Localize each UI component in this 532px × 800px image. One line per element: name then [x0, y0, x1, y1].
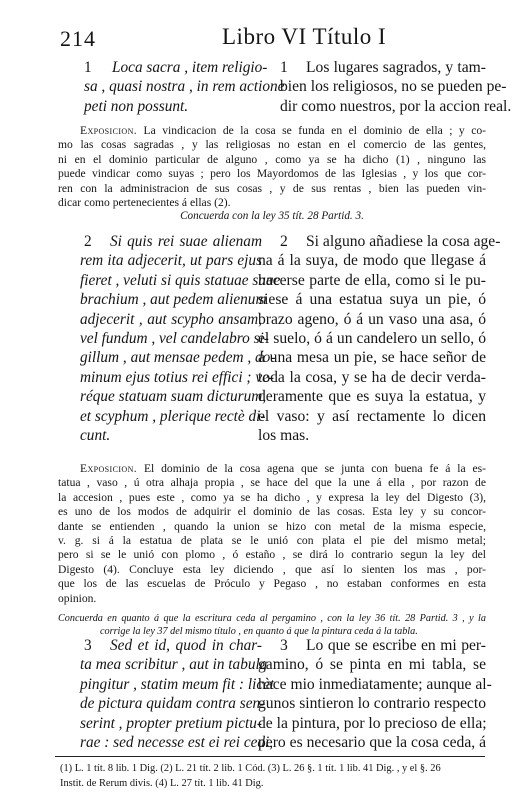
text-line: opinion.: [58, 591, 97, 605]
text-line: siese á una estatua suya un pie, ó: [258, 291, 486, 309]
footnote-line: (1) L. 1 tít. 8 lib. 1 Dig. (2) L. 21 tít. 2 lib. 1 Cód. (3) L. 26 §. 1 tít. 1 lib. 41 Dig. , y el §. 26: [60, 763, 441, 774]
text-line: brazo ageno, ó á un vaso una asa, ó: [258, 310, 486, 328]
text-line: pero es necesario que la cosa ceda, á: [258, 733, 486, 751]
section-number: 1: [84, 59, 92, 76]
text-line: brachium , aut pedem alienum: [80, 291, 267, 309]
text-line: Concuerda en quanto á que la escritura ceda al pergamino , con la ley 36 tít. 28 Partid. 3 , y la: [58, 613, 486, 624]
text-line: fieret , veluti si quis statuae suae: [80, 271, 281, 289]
text-line: réque statuam suam dicturum,: [80, 388, 267, 406]
section-number: 3: [84, 637, 92, 654]
text-line: mo las cosas sagradas , y las religiosas no estan en el comercio de las gentes,: [58, 138, 486, 152]
exposition-1: [58, 124, 486, 210]
section-number: 3: [280, 637, 288, 654]
page-title: Libro VI Título I: [222, 24, 387, 49]
text-line: peti non possunt.: [84, 97, 189, 115]
section-number: 2: [84, 233, 92, 250]
text-line: 3 Lo que se escribe en mi per-: [280, 637, 486, 654]
text-line: corrige la ley 37 del mismo título , en quanto á que la pintura ceda á la tabla.: [100, 626, 418, 637]
text-line: 2 Si alguno añadiese la cosa age-: [280, 233, 501, 250]
text-line: 3 Sed et id, quod in char-: [84, 637, 262, 654]
footnote-divider: [55, 756, 485, 757]
text-line: la accesion , pues este , como ya se ha dicho , y expresa la ley del Digesto (3),: [58, 490, 486, 504]
text-line: ta mea scribitur , aut in tabula: [80, 656, 268, 674]
footnote-line: Instit. de Rerum divis. (4) L. 27 tít. 1 lib. 41 Dig.: [60, 777, 264, 789]
text-line: 1 Los lugares sagrados, y tam-: [280, 59, 486, 76]
text-line: toda la cosa, y se ha de decir verda-: [258, 368, 486, 386]
text-line: el vaso: y así rectamente lo dicen: [258, 407, 486, 425]
text-line: Exposicion. La vindicacion de la cosa se funda en el dominio de ella ; y co-: [80, 124, 486, 137]
text-line: que los de las escuelas de Próculo y Pegaso , no estaban conformes en esta: [58, 577, 486, 591]
exposition-label: Exposicion.: [80, 124, 138, 137]
text-line: el suelo, ó á un candelero un sello, ó: [258, 329, 486, 347]
concordance-note-2: [58, 612, 486, 638]
text-line: dante se entienden , quando la union se hizo con metal de la misma especie,: [58, 519, 486, 533]
text-line: hace mio inmediatamente; aunque al-: [258, 675, 492, 693]
text-line: de pictura quidam contra sen-: [80, 695, 266, 713]
exposition-2: [58, 462, 486, 606]
text-line: bien los religiosos, no se pueden pe-: [280, 78, 507, 96]
text-line: serint , propter pretium pictu-: [80, 714, 262, 732]
text-line: pingitur , statim meum fit : licèt: [80, 675, 275, 693]
page-number: 214: [60, 26, 96, 51]
section-3-latin: [80, 636, 275, 752]
text-line: ren con la administracion de sus cosas , y de sus rentas , bien las pueden vin-: [58, 181, 486, 195]
text-line: hacerse parte de ella, como si le pu-: [258, 271, 486, 289]
text-line: Digesto (4). Concluye esta ley diciendo , que así lo sienten los mas , por-: [58, 562, 486, 576]
section-2-latin: [80, 232, 281, 445]
text-line: vel fundum , vel candelabro si-: [80, 329, 269, 347]
section-number: 2: [280, 233, 288, 250]
text-line: gamino, ó se pinta en mi tabla, se: [258, 656, 486, 674]
text-line: gunos sintieron lo contrario respecto: [258, 695, 486, 713]
text-line: 2 Si quis rei suae alienam: [84, 233, 262, 250]
text-line: 1 Loca sacra , item religio-: [84, 59, 268, 76]
text-line: es uno de los modos de adquirir el dominio de las cosas. Esta ley y su concor-: [58, 505, 486, 519]
text-line: v. g. si á la estatua de plata se le unió con plata el pie del mismo metal;: [58, 533, 486, 547]
text-line: pero si se le unió con plomo , ó estaño , se dirá lo contrario segun la ley del: [58, 548, 486, 562]
text-line: dir como nuestros, por la accion real.: [280, 97, 512, 115]
text-line: minum ejus totius rei effici ; ve-: [80, 368, 274, 386]
text-line: cunt.: [80, 426, 111, 444]
text-line: rae : sed necesse est ei rei cedi,: [80, 733, 274, 751]
text-line: adjecerit , aut scypho ansam,: [80, 310, 262, 328]
text-line: puede vindicar como suyas ; pero los Mayordomos de las Iglesias , y los que cor-: [58, 167, 486, 181]
text-line: et scyphum , plerique rectè di-: [80, 407, 266, 425]
text-line: los mas.: [258, 426, 310, 444]
section-number: 1: [280, 59, 288, 76]
text-line: Exposicion. El dominio de la cosa agena que se junta con buena fe á la es-: [80, 462, 486, 475]
footnotes: [60, 762, 486, 791]
text-line: deramente que es suya la estatua, y: [258, 388, 486, 406]
section-2-spanish: [258, 232, 501, 445]
text-line: ni en el dominio particular de alguno , como ya se ha dicho (1) , ninguno las: [58, 152, 486, 166]
text-line: gillum , aut mensae pedem , do-: [80, 349, 276, 367]
text-line: sa , quasi nostra , in rem actione: [84, 78, 285, 96]
section-1-spanish: [280, 58, 512, 116]
section-1-latin: [84, 58, 285, 116]
text-line: tatua , vaso , ú otra alhaja propia , se hace del que la une á ella , por razon de: [58, 476, 486, 490]
text-line: na á la suya, de modo que llegase á: [258, 252, 486, 270]
concordance-note: Concuerda con la ley 35 tít. 28 Partid. 3.: [180, 210, 364, 222]
text-line: de la pintura, por lo precioso de ella;: [258, 714, 487, 732]
exposition-label: Exposicion.: [80, 462, 138, 475]
text-line: rem ita adjecerit, ut pars ejus: [80, 252, 262, 270]
text-line: á una mesa un pie, se hace señor de: [258, 349, 486, 367]
text-line: dicar como pertenecientes á ellas (2).: [58, 195, 231, 209]
section-3-spanish: [258, 636, 492, 752]
